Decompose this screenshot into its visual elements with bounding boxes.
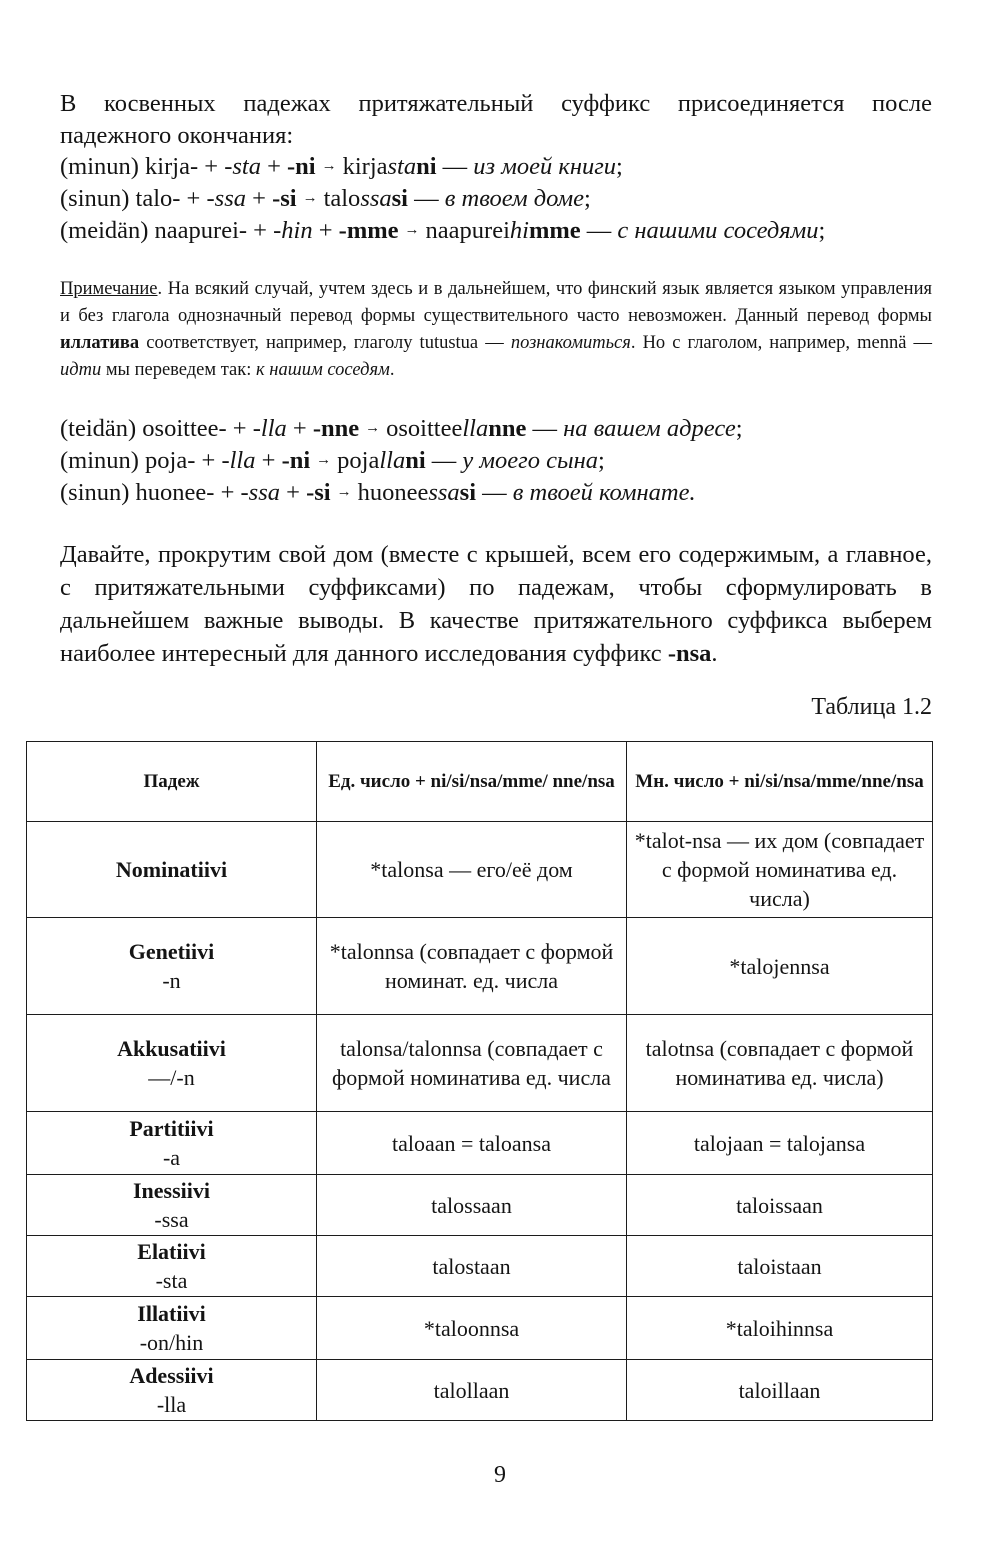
plural-form: taloillaan [627, 1360, 933, 1421]
example-plus: + [255, 447, 282, 474]
singular-form: *talonnsa (совпадает с формой номинат. ед. числа [317, 918, 627, 1015]
singular-form: talossaan [317, 1175, 627, 1236]
case-cell [27, 1112, 317, 1175]
case-name: Inessiivi [132, 1178, 211, 1203]
table-row [27, 918, 933, 1015]
plural-form: *talot-nsa — их дом (совпадает с формой номинатива ед. числа) [627, 822, 933, 918]
example-line [60, 476, 696, 509]
table-row [27, 1175, 933, 1236]
page-number: 9 [494, 1462, 506, 1488]
arrow-icon: → [365, 420, 381, 436]
example-translation: из моей книги [473, 153, 617, 180]
example-suffix: -ni [287, 153, 316, 180]
plural-form: talojaan = talojansa [627, 1112, 933, 1175]
plural-form: *taloihinnsa [627, 1297, 933, 1360]
table-header-row [27, 742, 933, 822]
singular-form: taloaan = taloansa [317, 1112, 627, 1175]
case-name: Illatiivi [137, 1301, 206, 1326]
case-ending: -n [162, 968, 181, 993]
case-name: Adessiivi [129, 1363, 214, 1388]
example-tail: ; [616, 153, 623, 180]
example-suffix: -mme [338, 217, 399, 244]
result-stem: talo [323, 185, 361, 212]
example-tail: ; [598, 447, 605, 474]
plural-form: talotnsa (совпадает с формой номинатива ед. числа) [627, 1015, 933, 1112]
case-name: Elatiivi [137, 1239, 206, 1264]
arrow-icon: → [302, 190, 318, 206]
singular-form: *talonsa — его/её дом [317, 822, 627, 918]
table-row [27, 1360, 933, 1421]
plural-form: *talojennsa [627, 918, 933, 1015]
table-row [27, 1297, 933, 1360]
note-italic-3: к нашим соседям [256, 360, 390, 380]
case-name: Genetiivi [128, 939, 215, 964]
example-line [60, 150, 623, 183]
result-ending: ssa [428, 479, 460, 506]
case-cell [27, 822, 317, 918]
result-suffix: ni [416, 153, 437, 180]
example-plus: + [286, 415, 313, 442]
result-ending: lla [379, 447, 406, 474]
main-paragraph-end: . [711, 640, 718, 667]
note-label: Примечание [60, 279, 158, 299]
example-translation: с нашими соседями [617, 217, 819, 244]
note-text-5: . [389, 360, 395, 380]
example-plus: + [312, 217, 339, 244]
example-ending: -lla [221, 447, 256, 474]
case-ending: -ssa [154, 1207, 189, 1232]
example-plus: + [245, 185, 273, 212]
example-line [60, 182, 591, 215]
arrow-icon: → [404, 222, 420, 238]
example-suffix: -ni [281, 447, 311, 474]
header-singular: Ед. число + ni/si/nsa/mme/ nne/nsa [317, 742, 627, 822]
example-translation: у моего сына [462, 447, 598, 474]
case-cell [27, 1360, 317, 1421]
example-ending: -hin [273, 217, 313, 244]
result-ending: ssa [360, 185, 392, 212]
example-dash: — [425, 447, 463, 474]
case-name: Akkusatiivi [117, 1036, 226, 1061]
example-suffix: -si [306, 479, 331, 506]
note-text-4: мы переведем так: [101, 360, 257, 380]
example-dash: — [580, 217, 618, 244]
note-italic-1: познакомиться [510, 333, 631, 353]
case-ending: -on/hin [139, 1330, 204, 1355]
table-row [27, 1015, 933, 1112]
example-translation: в твоей комнате. [512, 479, 696, 506]
example-tail: ; [735, 415, 743, 442]
result-stem: kirja [342, 153, 388, 180]
example-ending: -lla [252, 415, 287, 442]
plural-form: taloistaan [627, 1236, 933, 1297]
result-suffix: nne [488, 415, 527, 442]
example-dash: — [436, 153, 474, 180]
result-stem: huonee [357, 479, 429, 506]
example-base: (sinun) talo- + [60, 185, 207, 212]
example-suffix: -nne [312, 415, 360, 442]
plural-form: taloissaan [627, 1175, 933, 1236]
result-stem: naapurei [425, 217, 510, 244]
main-paragraph-text: Давайте, прокрутим свой дом (вместе с крышей, всем его содержимым, а главное, с притяжательными суффиксами) по падежам, чтобы сформулировать в дальнейшем важные выводы. В качестве притяжательного суффикса выберем наиболее интересный для данного исследования суффикс [60, 541, 932, 667]
header-case: Падеж [27, 742, 317, 822]
example-ending: -sta [224, 153, 261, 180]
result-suffix: si [459, 479, 476, 506]
intro-paragraph [60, 88, 932, 152]
intro-line-2: падежного окончания: [60, 122, 294, 149]
example-line [60, 214, 825, 247]
example-line [60, 412, 743, 445]
example-base: (teidän) osoittee- + [60, 415, 253, 442]
note-text-3: . Но с глаголом, например, mennä — [630, 333, 932, 353]
example-plus: + [280, 479, 307, 506]
example-line [60, 444, 605, 477]
main-paragraph [60, 538, 932, 670]
case-ending: -sta [155, 1268, 188, 1293]
example-ending: -ssa [240, 479, 280, 506]
singular-form: talollaan [317, 1360, 627, 1421]
result-suffix: mme [528, 217, 581, 244]
example-plus: + [260, 153, 288, 180]
note-bold-term: иллатива [60, 333, 140, 353]
example-base: (minun) kirja- + [60, 153, 225, 180]
header-plural: Мн. число + ni/si/nsa/mme/nne/nsa [627, 742, 933, 822]
table-row [27, 822, 933, 918]
result-suffix: ni [405, 447, 426, 474]
case-cell [27, 1015, 317, 1112]
example-dash: — [407, 185, 445, 212]
example-base: (sinun) huonee- + [60, 479, 241, 506]
note-text-1: . На всякий случай, учтем здесь и в дальнейшем, что финский язык является языком управления и без глагола однозначный перевод формы существительного часто невозможен. Данный перевод формы [60, 279, 932, 326]
case-name: Nominatiivi [115, 857, 228, 882]
example-base: (minun) poja- + [60, 447, 222, 474]
case-cell [27, 1236, 317, 1297]
note-italic-2: идти [60, 360, 102, 380]
result-ending: hi [509, 217, 529, 244]
example-dash: — [526, 415, 564, 442]
case-table [26, 741, 933, 1421]
case-ending: —/-n [148, 1065, 195, 1090]
intro-line-1: В косвенных падежах притяжательный суффикс присоединяется после [60, 90, 932, 117]
result-suffix: si [391, 185, 408, 212]
example-translation: на вашем адресе [563, 415, 736, 442]
result-ending: lla [462, 415, 489, 442]
case-ending: -a [162, 1145, 181, 1170]
table-caption: Таблица 1.2 [811, 694, 932, 720]
main-paragraph-suffix: -nsa [667, 640, 712, 667]
example-suffix: -si [272, 185, 297, 212]
example-translation: в твоем доме [444, 185, 584, 212]
example-tail: ; [584, 185, 591, 212]
singular-form: talonsa/talonnsa (совпадает с формой номинатива ед. числа [317, 1015, 627, 1112]
result-stem: poja [337, 447, 380, 474]
note-text-2: соответствует, например, глаголу tutustua — [139, 333, 511, 353]
arrow-icon: → [321, 158, 337, 174]
example-ending: -ssa [206, 185, 246, 212]
case-cell [27, 1297, 317, 1360]
case-name: Partitiivi [129, 1116, 214, 1141]
example-base: (meidän) naapurei- + [60, 217, 274, 244]
case-cell [27, 1175, 317, 1236]
result-ending: sta [387, 153, 417, 180]
singular-form: *taloonnsa [317, 1297, 627, 1360]
result-stem: osoittee [386, 415, 463, 442]
arrow-icon: → [336, 484, 352, 500]
example-dash: — [476, 479, 513, 506]
arrow-icon: → [316, 452, 332, 468]
singular-form: talostaan [317, 1236, 627, 1297]
note-paragraph [60, 276, 932, 384]
case-ending: -lla [156, 1392, 187, 1417]
example-tail: ; [818, 217, 826, 244]
table-row [27, 1112, 933, 1175]
case-cell [27, 918, 317, 1015]
table-row [27, 1236, 933, 1297]
